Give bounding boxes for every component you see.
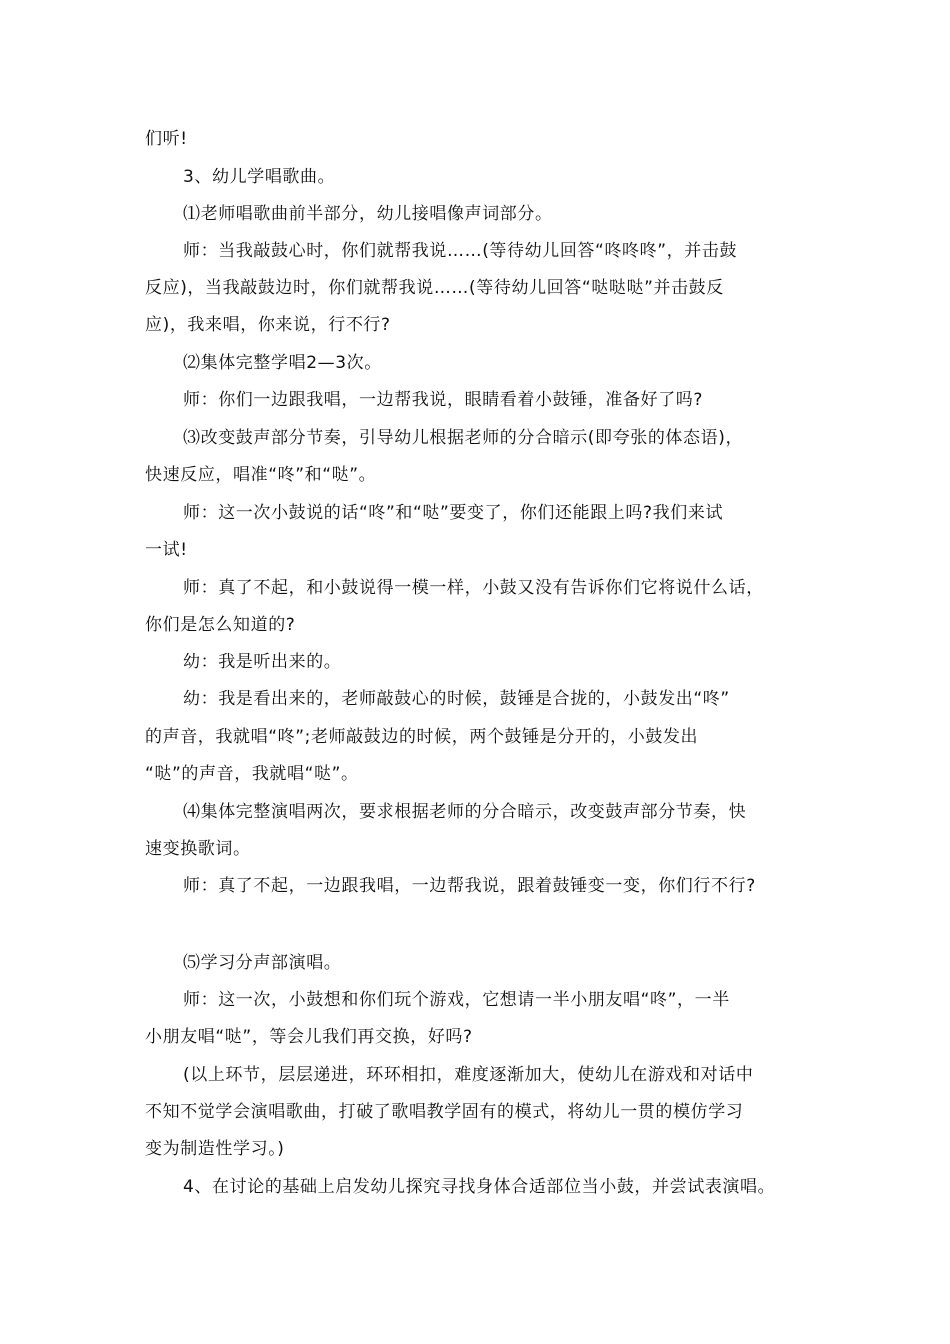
text-line: ⑶改变鼓声部分节奏，引导幼儿根据老师的分合暗示(即夸张的体态语)， (183, 428, 744, 448)
section-heading: 4、在讨论的基础上启发幼儿探究寻找身体合适部位当小鼓，并尝试表演唱。 (183, 1177, 776, 1197)
section-heading: 3、幼儿学唱歌曲。 (183, 167, 336, 187)
text-line: 师：这一次小鼓说的话“咚”和“哒”要变了，你们还能跟上吗?我们来试 (183, 503, 724, 523)
text-line: 们听! (145, 129, 188, 149)
text-line: (以上环节，层层递进，环环相扣，难度逐渐加大，使幼儿在游戏和对话中 (183, 1065, 754, 1085)
text-line: 变为制造性学习。) (145, 1139, 285, 1159)
text-line: 师：你们一边跟我唱，一边帮我说，眼睛看着小鼓锤，准备好了吗? (183, 390, 704, 410)
text-line: 幼：我是听出来的。 (183, 652, 342, 672)
text-line: ⑸学习分声部演唱。 (183, 953, 342, 973)
text-line: ⑴老师唱歌曲前半部分，幼儿接唱像声词部分。 (183, 204, 553, 224)
text-line: ⑵集体完整学唱2—3次。 (183, 353, 382, 373)
text-line: 师：真了不起，和小鼓说得一模一样，小鼓又没有告诉你们它将说什么话， (183, 578, 764, 598)
text-line: 的声音，我就唱“咚”;老师敲鼓边的时候，两个鼓锤是分开的，小鼓发出 (145, 727, 699, 747)
text-line: ⑷集体完整演唱两次，要求根据老师的分合暗示，改变鼓声部分节奏，快 (183, 802, 747, 822)
text-line: 师：当我敲鼓心时，你们就帮我说……(等待幼儿回答“咚咚咚”，并击鼓 (183, 241, 738, 261)
text-line: “哒”的声音，我就唱“哒”。 (145, 764, 359, 784)
text-line: 反应)，当我敲鼓边时，你们就帮我说……(等待幼儿回答“哒哒哒”并击鼓反 (145, 278, 724, 298)
text-line: 师：真了不起，一边跟我唱，一边帮我说，跟着鼓锤变一变，你们行不行? (183, 876, 756, 896)
text-line: 快速反应，唱准“咚”和“哒”。 (145, 465, 377, 485)
text-line: 应)，我来唱，你来说，行不行? (145, 315, 391, 335)
text-line: 不知不觉学会演唱歌曲，打破了歌唱教学固有的模式，将幼儿一贯的模仿学习 (145, 1102, 744, 1122)
text-line: 师：这一次，小鼓想和你们玩个游戏，它想请一半小朋友唱“咚”，一半 (183, 990, 730, 1010)
text-line: 小朋友唱“哒”，等会儿我们再交换，好吗? (145, 1027, 473, 1047)
text-line: 你们是怎么知道的? (145, 615, 296, 635)
text-line: 幼：我是看出来的，老师敲鼓心的时候，鼓锤是合拢的，小鼓发出“咚” (183, 689, 730, 709)
text-line: 速变换歌词。 (145, 839, 251, 859)
text-line: 一试! (145, 540, 188, 560)
